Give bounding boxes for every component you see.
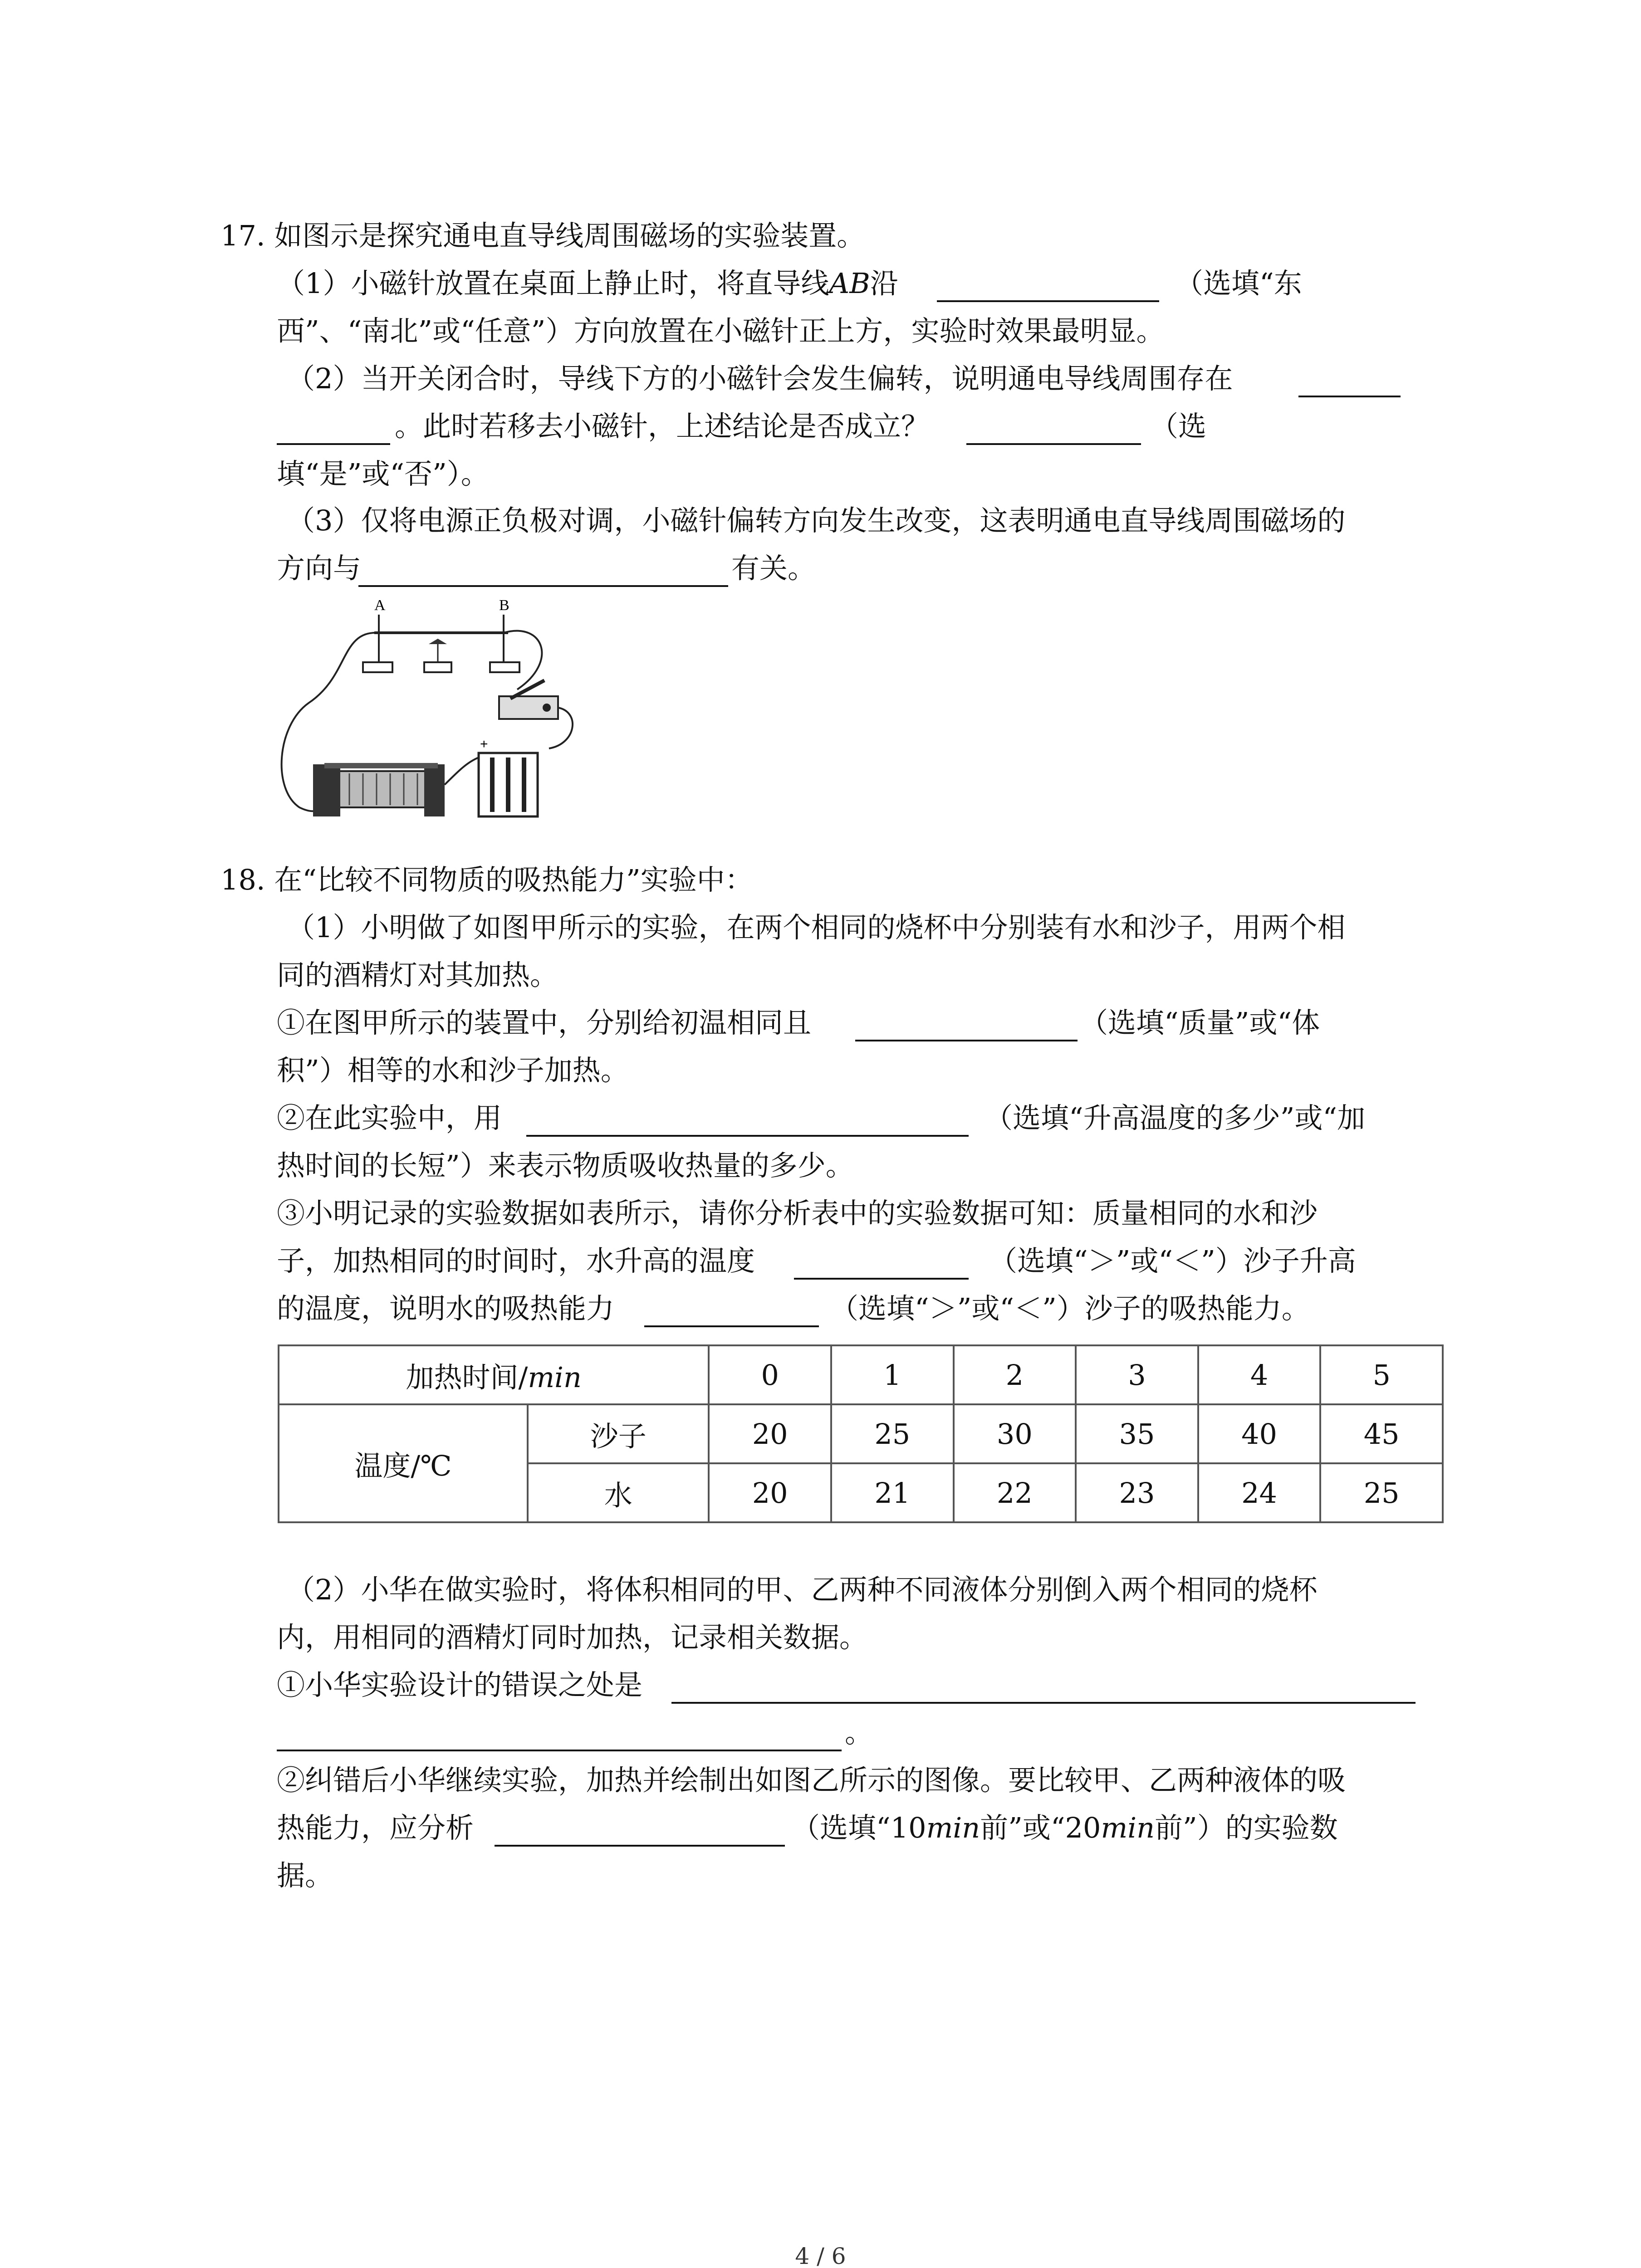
q18-part1-line2: 同的酒精灯对其加热。 [277, 958, 558, 992]
q17-part1-text-b: 沿 [870, 267, 898, 300]
sand-cell: 30 [954, 1404, 1076, 1463]
q18-part1-line1: （1）小明做了如图甲所示的实验，在两个相同的烧杯中分别装有水和沙子，用两个相 [287, 911, 1346, 944]
q17-part1-option: （选填“东 [1175, 267, 1302, 300]
q18-c3-option2: （选填“＞”或“＜”）沙子的吸热能力。 [830, 1292, 1310, 1325]
water-cell: 20 [709, 1463, 831, 1522]
q17-part1-text-a: （1）小磁针放置在桌面上静止时，将直导线 [277, 267, 829, 300]
q18-c3-line3: 的温度，说明水的吸热能力 [277, 1292, 615, 1325]
q18-c2-option: （选填“升高温度的多少”或“加 [985, 1101, 1366, 1134]
q17-part1-line2: 西”、“南北”或“任意”）方向放置在小磁针正上方，实验时效果最明显。 [277, 314, 1165, 347]
q17-part2-option: （选 [1150, 410, 1207, 443]
q18-c2-text: ②在此实验中，用 [277, 1101, 502, 1134]
q18-c1-option: （选填“质量”或“体 [1080, 1006, 1320, 1039]
q17-part1-line1 [277, 265, 898, 302]
time-cell: 5 [1320, 1345, 1443, 1404]
q18-c1-line2: 积”）相等的水和沙子加热。 [277, 1054, 629, 1087]
q18-blank-5a[interactable] [671, 1674, 1416, 1704]
sand-cell: 40 [1198, 1404, 1321, 1463]
q18-part2-line2: 内，用相同的酒精灯同时加热，记录相关数据。 [277, 1621, 868, 1654]
q18-blank-6[interactable] [495, 1817, 785, 1847]
q18-part2-line1: （2）小华在做实验时，将体积相同的甲、乙两种不同液体分别倒入两个相同的烧杯 [287, 1573, 1318, 1606]
q17-part2-line1: （2）当开关闭合时，导线下方的小磁针会发生偏转，说明通电导线周围存在 [287, 362, 1233, 395]
q18-blank-2[interactable] [526, 1107, 969, 1137]
q18-d2-line1: ②纠错后小华继续实验，加热并绘制出如图乙所示的图像。要比较甲、乙两种液体的吸 [277, 1764, 1346, 1797]
q18-blank-1[interactable] [855, 1012, 1078, 1041]
time-cell: 2 [954, 1345, 1076, 1404]
q17-wire-ab: AB [829, 267, 870, 300]
terminal-a-label: A [374, 597, 386, 614]
q17-part2-line2: 。此时若移去小磁针，上述结论是否成立？ [395, 410, 930, 443]
water-cell: 24 [1198, 1463, 1321, 1522]
switch-icon [499, 680, 558, 719]
q18-blank-4[interactable] [644, 1297, 819, 1327]
q18-c3-option1: （选填“＞”或“＜”）沙子升高 [989, 1244, 1356, 1277]
sand-cell: 45 [1320, 1404, 1443, 1463]
q17-blank-1[interactable] [937, 272, 1159, 302]
q18-c3-line2: 子，加热相同的时间时，水升高的温度 [277, 1244, 755, 1277]
time-cell: 1 [831, 1345, 954, 1404]
q17-title: 17. 如图示是探究通电直导线周围磁场的实验装置。 [220, 219, 865, 252]
q18-title: 18. 在“比较不同物质的吸热能力”实验中： [220, 863, 753, 896]
battery-icon [479, 737, 538, 816]
q18-d2-option: （选填“10min前”或“20min前”）的实验数 [792, 1811, 1338, 1844]
q17-part3-end: 有关。 [731, 552, 816, 585]
battery-plus-label: + [480, 737, 488, 752]
circuit-diagram [272, 594, 599, 830]
water-cell: 23 [1076, 1463, 1198, 1522]
sand-cell: 20 [709, 1404, 831, 1463]
data-table [278, 1344, 1444, 1523]
q17-blank-3[interactable] [966, 415, 1141, 445]
q17-part2-line3: 填“是”或“否”）。 [277, 457, 489, 490]
stand-right [490, 662, 519, 672]
rheostat-icon [313, 763, 445, 816]
q18-d2-line3: 据。 [277, 1859, 333, 1892]
q18-blank-3[interactable] [794, 1250, 969, 1280]
sand-label: 沙子 [528, 1404, 709, 1463]
q18-d1-text: ①小华实验设计的错误之处是 [277, 1668, 643, 1701]
q18-c2-line2: 热时间的长短”）来表示物质吸收热量的多少。 [277, 1149, 854, 1182]
water-cell: 21 [831, 1463, 954, 1522]
temperature-label: 温度/℃ [279, 1404, 528, 1522]
terminal-b-label: B [499, 597, 509, 614]
q18-d1-end: 。 [845, 1716, 873, 1749]
q17-blank-2a[interactable] [1298, 367, 1401, 397]
q17-part3-line1: （3）仅将电源正负极对调，小磁针偏转方向发生改变，这表明通电直导线周围磁场的 [287, 504, 1346, 537]
q17-blank-2b[interactable] [277, 415, 390, 445]
header-heating-time: 加热时间/min [279, 1345, 709, 1404]
water-cell: 22 [954, 1463, 1076, 1522]
straight-wire-ab [374, 615, 508, 662]
q17-blank-4[interactable] [358, 557, 728, 587]
water-cell: 25 [1320, 1463, 1443, 1522]
q18-c1-text: ①在图甲所示的装置中，分别给初温相同且 [277, 1006, 812, 1039]
time-cell: 4 [1198, 1345, 1321, 1404]
water-label: 水 [528, 1463, 709, 1522]
q18-d2-text: 热能力，应分析 [277, 1811, 474, 1844]
q18-blank-5b[interactable] [277, 1721, 842, 1751]
time-cell: 0 [709, 1345, 831, 1404]
table-row-sand [279, 1404, 1443, 1463]
wire-rheostat-battery [445, 758, 479, 785]
compass-needle-icon [424, 639, 451, 672]
stand-left [363, 662, 392, 672]
page-number: 4 / 6 [795, 2243, 846, 2268]
sand-cell: 25 [831, 1404, 954, 1463]
wire-right [504, 631, 542, 689]
time-cell: 3 [1076, 1345, 1198, 1404]
sand-cell: 35 [1076, 1404, 1198, 1463]
q17-part3-label: 方向与 [277, 552, 362, 585]
q18-c3-line1: ③小明记录的实验数据如表所示，请你分析表中的实验数据可知：质量相同的水和沙 [277, 1197, 1318, 1230]
table-header-row [279, 1345, 1443, 1404]
